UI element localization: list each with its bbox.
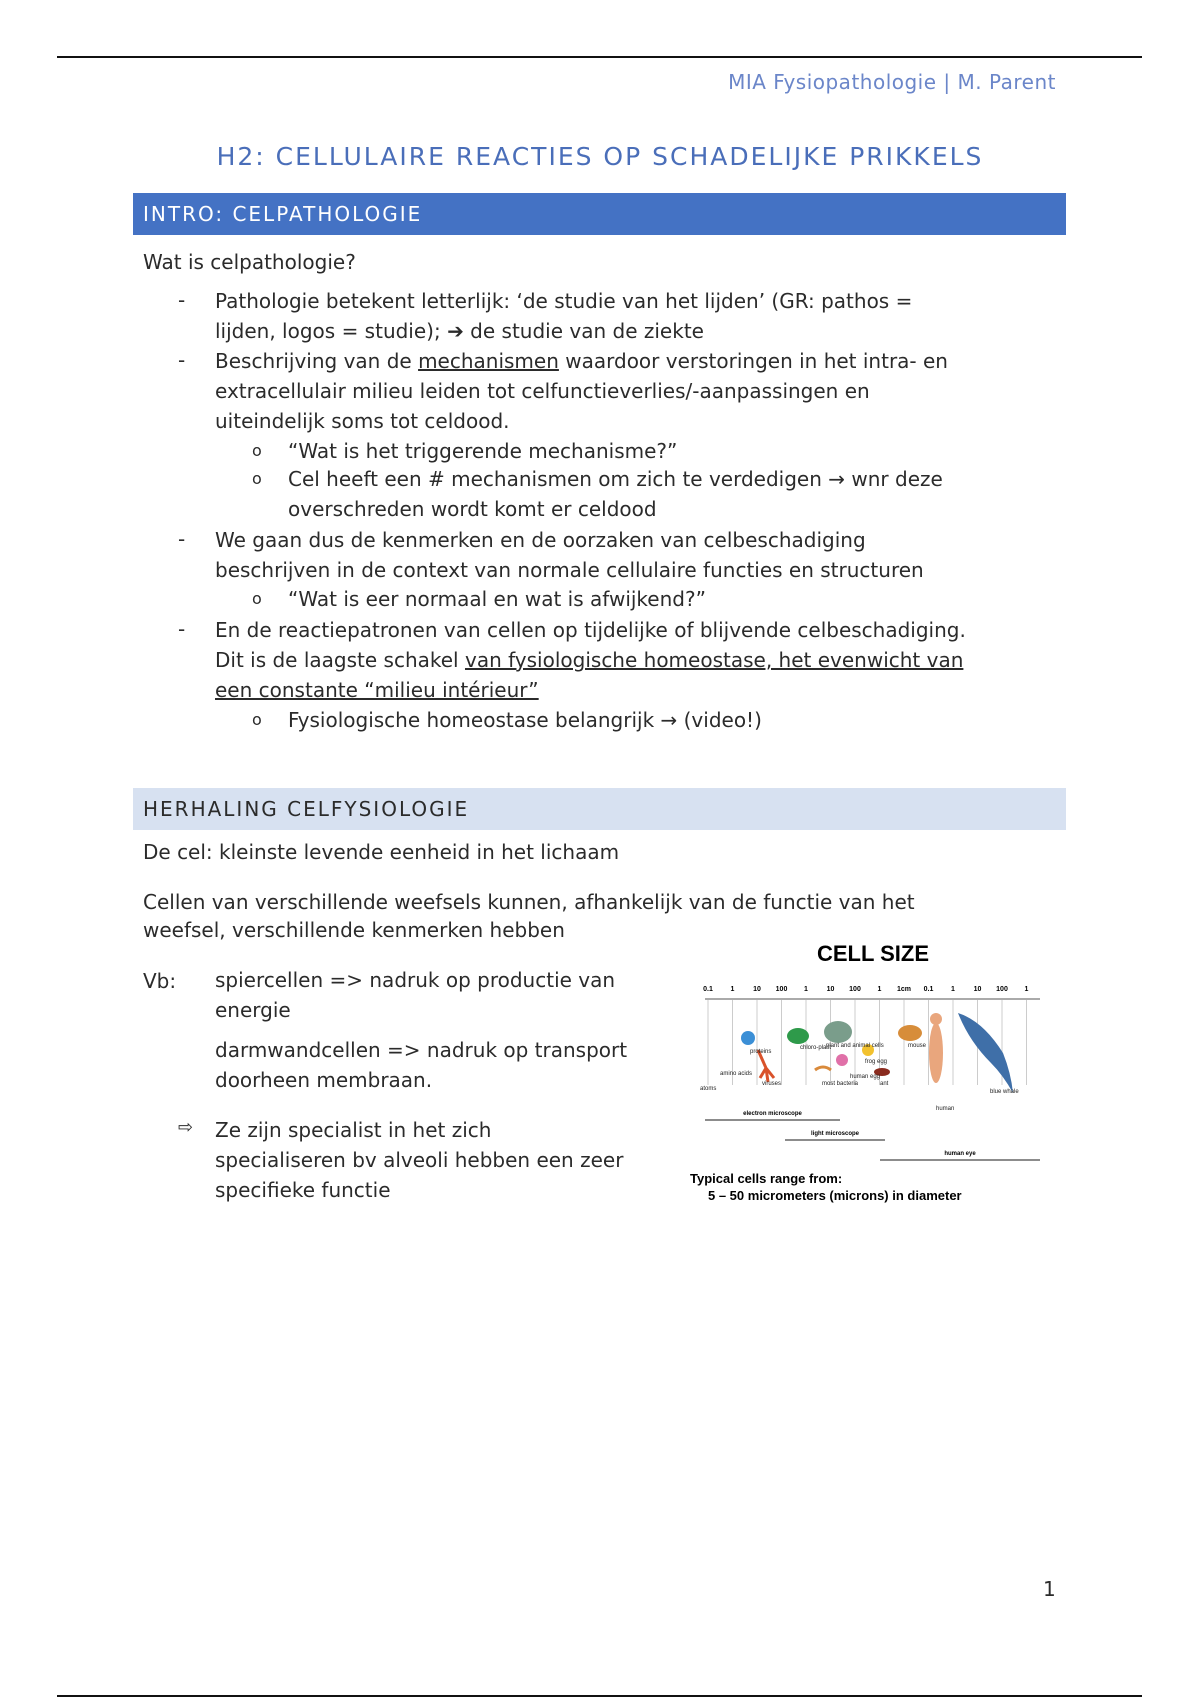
- organism-label: frog egg: [865, 1059, 888, 1065]
- bacteria-shape: [815, 1067, 831, 1070]
- example-2-line-2: doorheen membraan.: [215, 1068, 433, 1092]
- bullet-2-line-3: uiteindelijk soms tot celdood.: [215, 409, 510, 433]
- organism-label: amino acids: [720, 1071, 753, 1077]
- organism-label: most bacteria: [822, 1081, 859, 1087]
- conclusion-line-2: specialiseren bv alveoli hebben een zeer: [215, 1148, 624, 1172]
- bottom-rule: [57, 1695, 1142, 1697]
- question-text: Wat is celpathologie?: [143, 250, 356, 274]
- cell-size-diagram: [690, 935, 1055, 1215]
- sub-bullet-2-line-2: overschreden wordt komt er celdood: [288, 497, 657, 521]
- organism-label: plant and animal cells: [826, 1043, 884, 1049]
- conclusion-line-3: specifieke functie: [215, 1178, 391, 1202]
- bullet-2-line-2: extracellulair milieu leiden tot celfunctieverlies/-aanpassingen en: [215, 379, 870, 403]
- figure-title: CELL SIZE: [816, 941, 930, 966]
- scale-tick-label: 1: [877, 986, 882, 993]
- scale-tick-label: 100: [775, 986, 788, 993]
- range-label: human eye: [944, 1151, 976, 1157]
- caption-line-2: 5 – 50 micrometers (microns) in diameter: [708, 1188, 962, 1203]
- top-rule: [57, 56, 1142, 58]
- bullet-dash: -: [178, 527, 186, 551]
- organism-label: human egg: [850, 1074, 881, 1080]
- sub-bullet-1: “Wat is het triggerende mechanisme?”: [288, 439, 678, 463]
- organism-label: mouse: [908, 1043, 927, 1049]
- bullet-1-line-2: lijden, logos = studie); ➔ de studie van de ziekte: [215, 319, 704, 343]
- bullet-1-line-1: Pathologie betekent letterlijk: ‘de studie van het lijden’ (GR: pathos =: [215, 289, 913, 313]
- caption-line-1: Typical cells range from:: [690, 1171, 843, 1186]
- cell-shape: [824, 1021, 852, 1043]
- running-header: MIA Fysiopathologie | M. Parent: [728, 70, 1056, 94]
- range-label: light microscope: [810, 1131, 860, 1137]
- bullet-3-line-1: We gaan dus de kenmerken en de oorzaken van celbeschadiging: [215, 528, 866, 552]
- scale-tick-label: 1cm: [896, 986, 912, 993]
- page-title: H2: CELLULAIRE REACTIES OP SCHADELIJKE PRIKKELS: [216, 142, 984, 171]
- paragraph-cellen-line-1: Cellen van verschillende weefsels kunnen, afhankelijk van de functie van het: [143, 890, 915, 914]
- scale-tick-label: 1: [730, 986, 735, 993]
- scale-tick-label: 1: [951, 986, 955, 993]
- organism-label: proteins: [750, 1049, 772, 1055]
- scale-tick-label: 0.1: [923, 986, 934, 993]
- organism-label: atoms: [700, 1086, 717, 1092]
- example-1-line-1: spiercellen => nadruk op productie van: [215, 968, 616, 992]
- sub-bullet-circle: o: [252, 710, 262, 729]
- bullet-4-line-3: een constante “milieu intérieur”: [215, 678, 539, 702]
- chloroplast-shape: [787, 1028, 809, 1044]
- human-head-shape: [930, 1013, 942, 1025]
- sub-bullet-4: Fysiologische homeostase belangrijk → (video!): [288, 708, 762, 732]
- cell-size-figure: [690, 935, 1055, 1215]
- organism-label: viruses: [762, 1081, 782, 1087]
- sub-bullet-circle: o: [252, 469, 262, 488]
- organism-label: chloro-plast: [800, 1045, 832, 1051]
- mouse-shape: [898, 1025, 922, 1041]
- section-heading-herhaling: HERHALING CELFYSIOLOGIE: [133, 788, 1066, 830]
- bullet-dash: -: [178, 617, 186, 641]
- example-label: Vb:: [143, 969, 177, 993]
- sub-bullet-2-line-1: Cel heeft een # mechanismen om zich te verdedigen → wnr deze: [288, 467, 943, 491]
- scale-tick-label: 10: [826, 986, 835, 993]
- underlined-term: mechanismen: [418, 349, 559, 373]
- bullet-2-line-1: Beschrijving van de mechanismen waardoor verstoringen in het intra- en: [215, 349, 948, 373]
- bullet-3-line-2: beschrijven in de context van normale cellulaire functies en structuren: [215, 558, 924, 582]
- organism-labels: [700, 1043, 1019, 1112]
- arrow-icon: ⇨: [178, 1117, 194, 1138]
- paragraph-cellen-line-2: weefsel, verschillende kenmerken hebben: [143, 918, 565, 942]
- page-number: 1: [1043, 1577, 1056, 1601]
- bullet-4-line-1: En de reactiepatronen van cellen op tijdelijke of blijvende celbeschadiging.: [215, 618, 966, 642]
- organism-label: human: [936, 1106, 955, 1112]
- paragraph-cel: De cel: kleinste levende eenheid in het lichaam: [143, 840, 620, 864]
- sub-bullet-circle: o: [252, 589, 262, 608]
- scale-tick-label: 1: [1024, 986, 1029, 993]
- whale-shape: [958, 1013, 1013, 1093]
- human-egg-shape: [836, 1054, 848, 1066]
- protein-shape: [741, 1031, 755, 1045]
- section-heading-intro: INTRO: CELPATHOLOGIE: [133, 193, 1066, 235]
- sub-bullet-circle: o: [252, 441, 262, 460]
- conclusion-line-1: Ze zijn specialist in het zich: [215, 1118, 492, 1142]
- scale-tick-label: 0.1: [703, 986, 713, 993]
- bullet-dash: -: [178, 348, 186, 372]
- bullet-4-line-2: Dit is de laagste schakel van fysiologische homeostase, het evenwicht van: [215, 648, 964, 672]
- scale-tick-label: 100: [996, 986, 1008, 993]
- scale-tick-label: 100: [849, 986, 861, 993]
- scale-tick-label: 1: [804, 986, 808, 993]
- example-1-line-2: energie: [215, 998, 291, 1022]
- sub-bullet-3: “Wat is eer normaal en wat is afwijkend?”: [288, 587, 706, 611]
- scale-tick-label: 10: [753, 986, 761, 993]
- underlined-phrase: van fysiologische homeostase, het evenwicht van: [464, 648, 964, 672]
- human-shape: [929, 1023, 943, 1083]
- instrument-ranges: [705, 1111, 1040, 1160]
- example-2-line-1: darmwandcellen => nadruk op transport: [215, 1038, 628, 1062]
- range-label: electron microscope: [743, 1111, 802, 1117]
- organism-label: blue whale: [990, 1089, 1019, 1095]
- bullet-dash: -: [178, 288, 186, 312]
- organism-label: ant: [880, 1081, 889, 1087]
- scale-tick-label: 10: [973, 986, 982, 993]
